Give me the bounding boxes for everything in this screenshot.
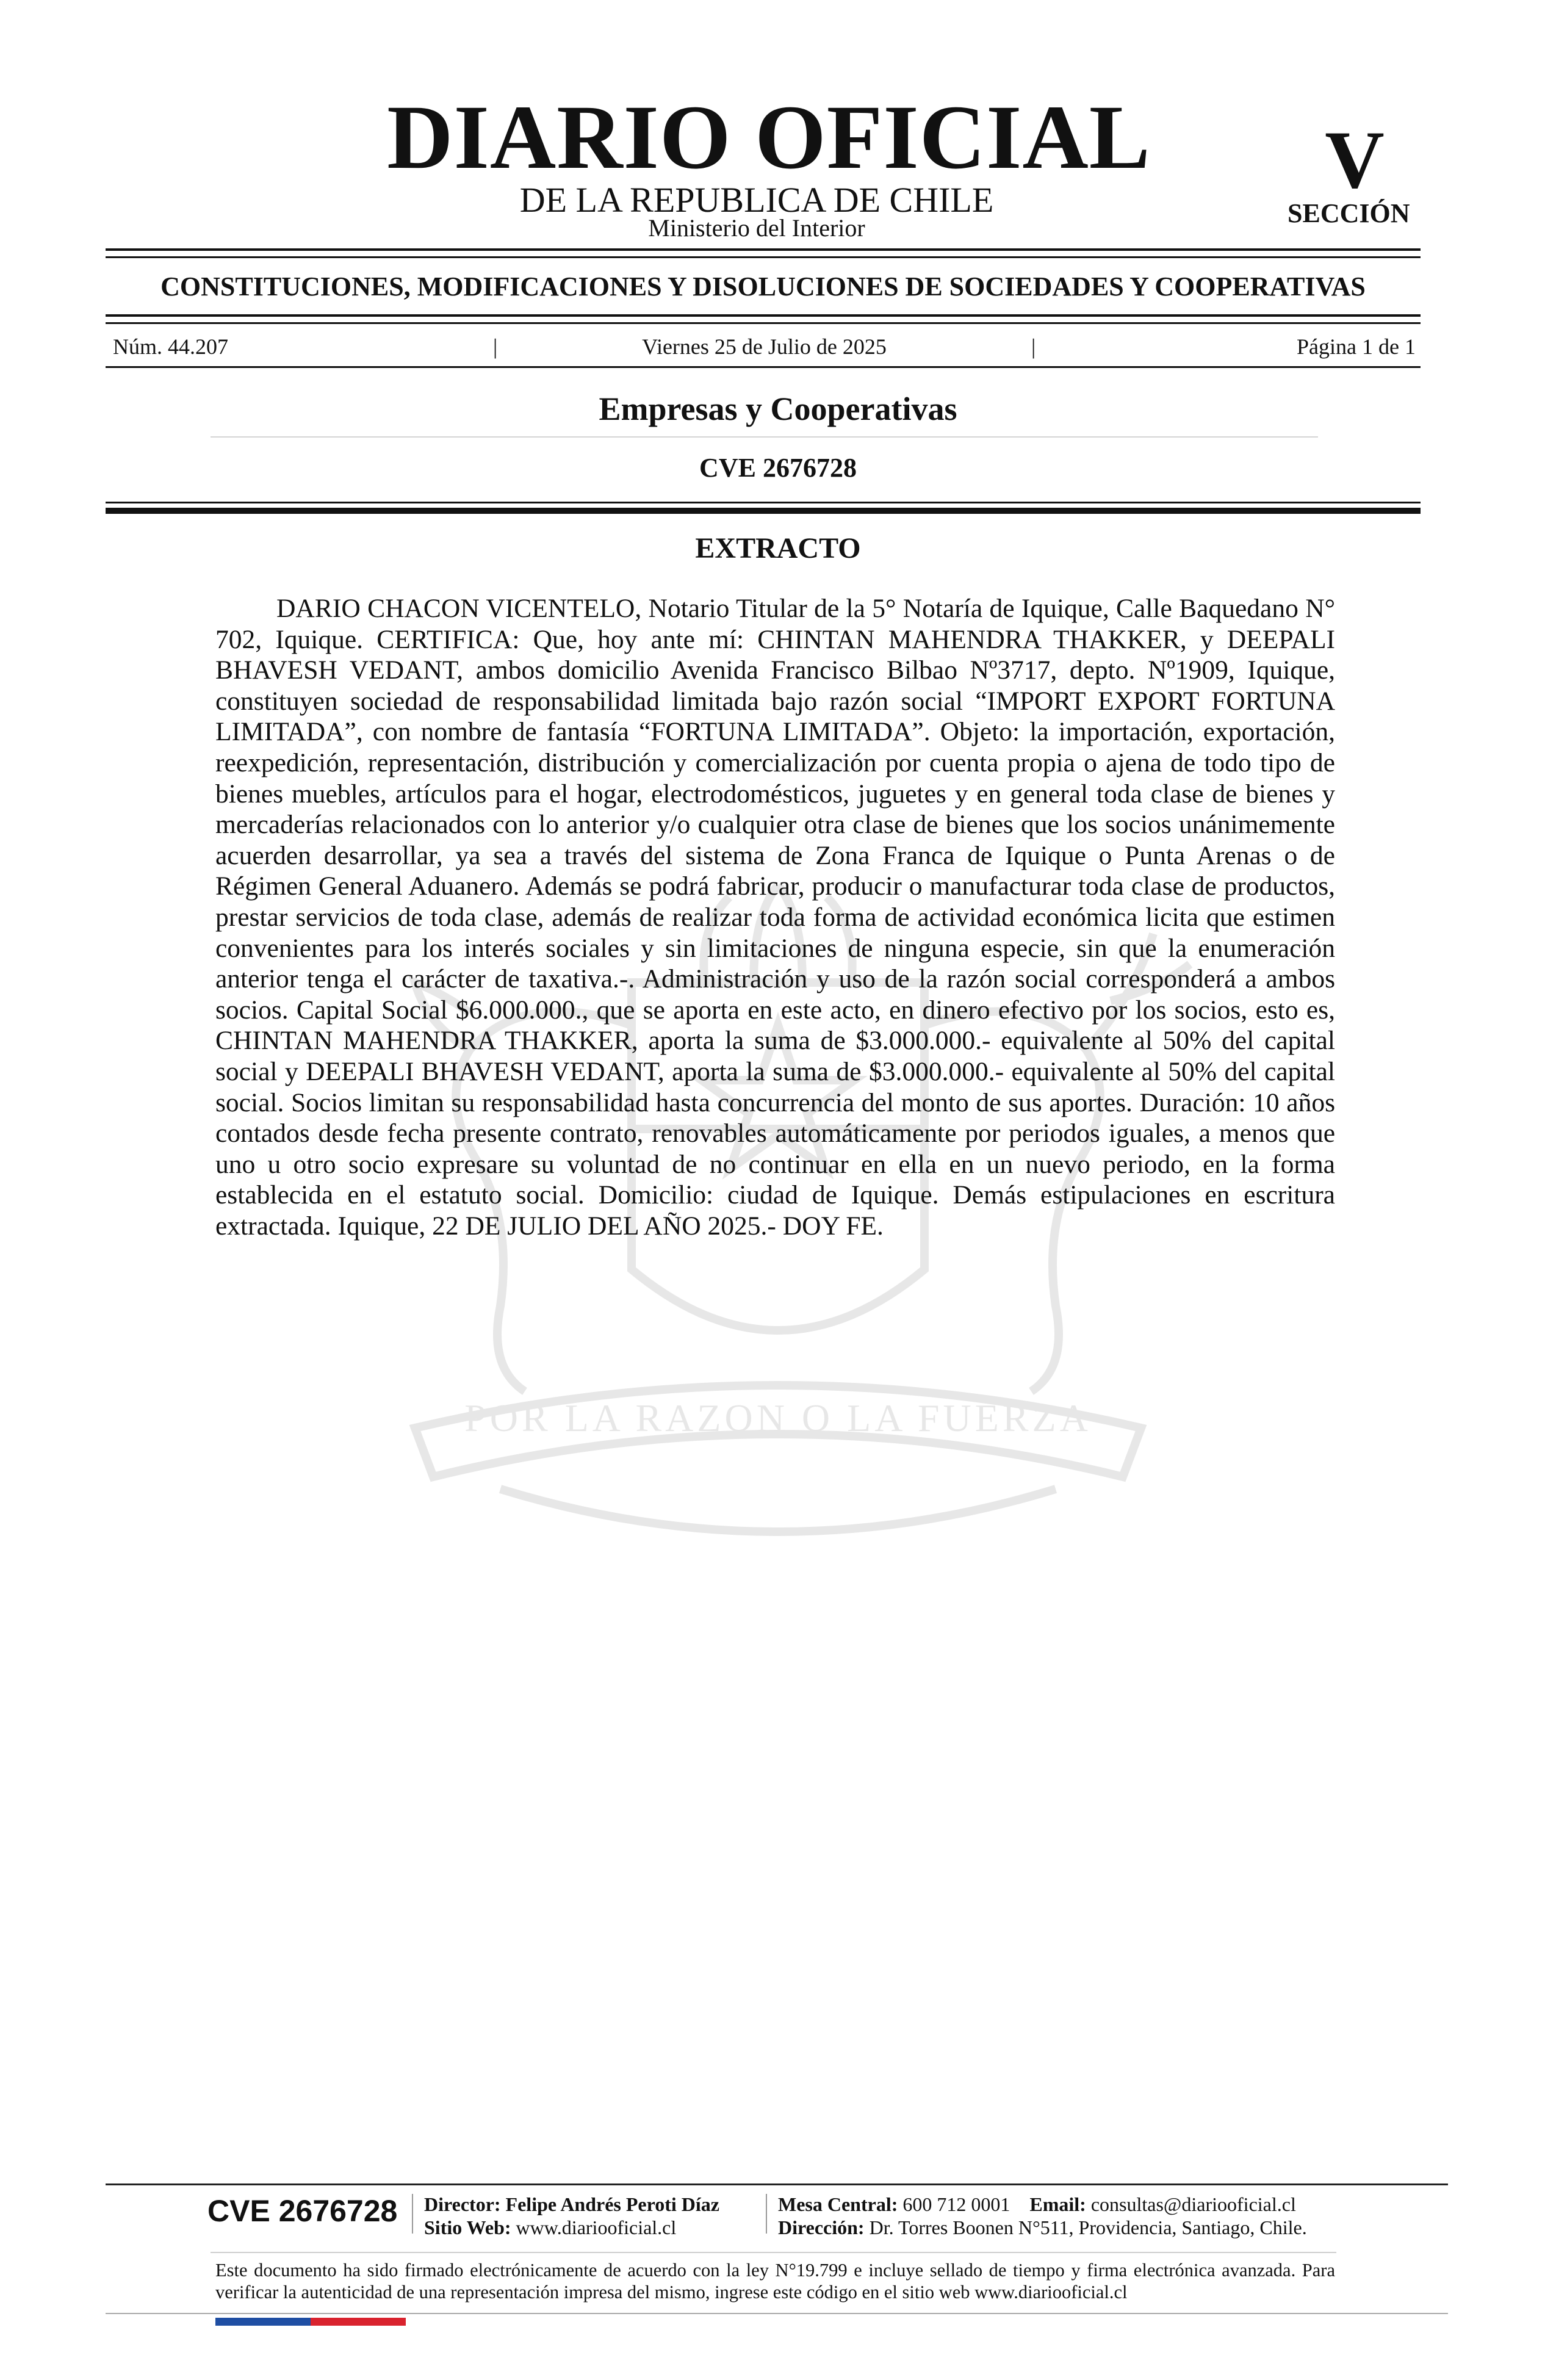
footer-divider	[106, 2183, 1448, 2185]
heading-divider	[106, 314, 1421, 317]
cve-divider-thick	[106, 508, 1421, 514]
category-title: Empresas y Cooperativas	[599, 391, 957, 427]
ministry-line: Ministerio del Interior	[648, 214, 865, 242]
watermark-motto: POR LA RAZON O LA FUERZA	[464, 1396, 1092, 1440]
flag-red-segment	[311, 2318, 406, 2326]
issue-date: Viernes 25 de Julio de 2025	[642, 334, 887, 359]
footer-column-divider	[412, 2194, 413, 2234]
director-name: Felipe Andrés Peroti Díaz	[505, 2193, 719, 2215]
footer-director-block	[424, 2193, 719, 2239]
flag-blue-segment	[215, 2318, 311, 2326]
footer-inner-divider	[211, 2252, 1336, 2253]
section-number: V	[1325, 115, 1385, 206]
issue-separator: |	[1031, 334, 1036, 359]
cve-code: CVE 2676728	[699, 453, 857, 483]
section-heading: CONSTITUCIONES, MODIFICACIONES Y DISOLUCIONES DE SOCIEDADES Y COOPERATIVAS	[160, 272, 1366, 301]
footer-cve-code: CVE 2676728	[207, 2194, 398, 2228]
issue-number: Núm. 44.207	[113, 334, 228, 359]
website-link[interactable]: www.diariooficial.cl	[516, 2216, 677, 2238]
issue-separator: |	[493, 334, 498, 359]
masthead-divider-2	[106, 256, 1421, 258]
footer-bottom-divider	[106, 2313, 1448, 2314]
footer-column-divider	[766, 2194, 767, 2234]
newspaper-title: DIARIO OFICIAL	[387, 87, 1151, 188]
document-body: DARIO CHACON VICENTELO, Notario Titular de la 5° Notaría de Iquique, Calle Baquedano N° 702, Iquique. CERTIFICA: Que, hoy ante mí: CHINTAN MAHENDRA THAKKER, y DEEPALI BHAVESH VEDANT, ambos domicilio Avenida Francisco Bilbao Nº3717, depto. Nº1909, Iquique, constituyen sociedad de responsabilidad limitada bajo razón social “IMPORT EXPORT FORTUNA LIMITADA”, con nombre de fantasía “FORTUNA LIMITADA”. Objeto: la importación, exportación, reexpedición, representación, distribución y comercialización por cuenta propia o ajena de todo tipo de bienes muebles, artículos para el hogar, electrodomésticos, juguetes y en general toda clase de bienes y mercaderías relacionados con lo anterior y/o cualquier otra clase de bienes que los socios unánimemente acuerden desarrollar, ya sea a través del sistema de Zona Franca de Iquique o Punta Arenas o de Régimen General Aduanero. Además se podrá fabricar, producir o manufacturar toda clase de productos, prestar servicios de toda clase, además de realizar toda forma de actividad económica licita que estimen convenientes para los interés sociales y sin limitaciones de ninguna especie, sin que la enumeración anterior tenga el carácter de taxativa.-. Administración y uso de la razón social corresponderá a ambos socios. Capital Social $6.000.000., que se aporta en este acto, en dinero efectivo por los socios, esto es, CHINTAN MAHENDRA THAKKER, aporta la suma de $3.000.000.- equivalente al 50% del capital social y DEEPALI BHAVESH VEDANT, aporta la suma de $3.000.000.- equivalente al 50% del capital social. Socios limitan su responsabilidad hasta concurrencia del monto de sus aportes. Duración: 10 años contados desde fecha presente contrato, renovables automáticamente por periodos iguales, a menos que uno u otro socio expresare su voluntad de no continuar en ella en un nuevo periodo, en la forma establecida en el estatuto social. Domicilio: ciudad de Iquique. Demás estipulaciones en escritura extractada. Iquique, 22 DE JULIO DEL AÑO 2025.- DOY FE.	[215, 594, 1335, 1241]
document-title: EXTRACTO	[695, 532, 861, 564]
website-label: Sitio Web:	[424, 2216, 511, 2238]
category-underline	[211, 436, 1318, 438]
address-text: Dr. Torres Boonen N°511, Providencia, Santiago, Chile.	[869, 2216, 1307, 2238]
director-label: Director:	[424, 2193, 501, 2215]
cve-divider	[106, 502, 1421, 503]
footer-contact-block	[778, 2193, 1307, 2239]
section-label: SECCIÓN	[1288, 198, 1410, 228]
address-label: Dirección:	[778, 2216, 865, 2238]
issue-divider	[106, 366, 1421, 368]
newspaper-subtitle: DE LA REPUBLICA DE CHILE	[519, 180, 994, 220]
page-indicator: Página 1 de 1	[1297, 334, 1416, 359]
footer-verification-note: Este documento ha sido firmado electrónicamente de acuerdo con la ley N°19.799 e incluye sellado de tiempo y firma electrónica avanzada. Para verificar la autenticidad de una representación impresa del mismo, ingrese este código en el sitio web www.diariooficial.cl	[215, 2260, 1335, 2302]
masthead-divider	[106, 248, 1421, 251]
phone-number: 600 712 0001	[902, 2193, 1010, 2215]
heading-divider-2	[106, 322, 1421, 324]
issue-info-row	[113, 333, 1416, 361]
flag-color-bar	[215, 2318, 406, 2326]
phone-label: Mesa Central:	[778, 2193, 898, 2215]
email-link[interactable]: consultas@diariooficial.cl	[1090, 2193, 1296, 2215]
email-label: Email:	[1029, 2193, 1086, 2215]
